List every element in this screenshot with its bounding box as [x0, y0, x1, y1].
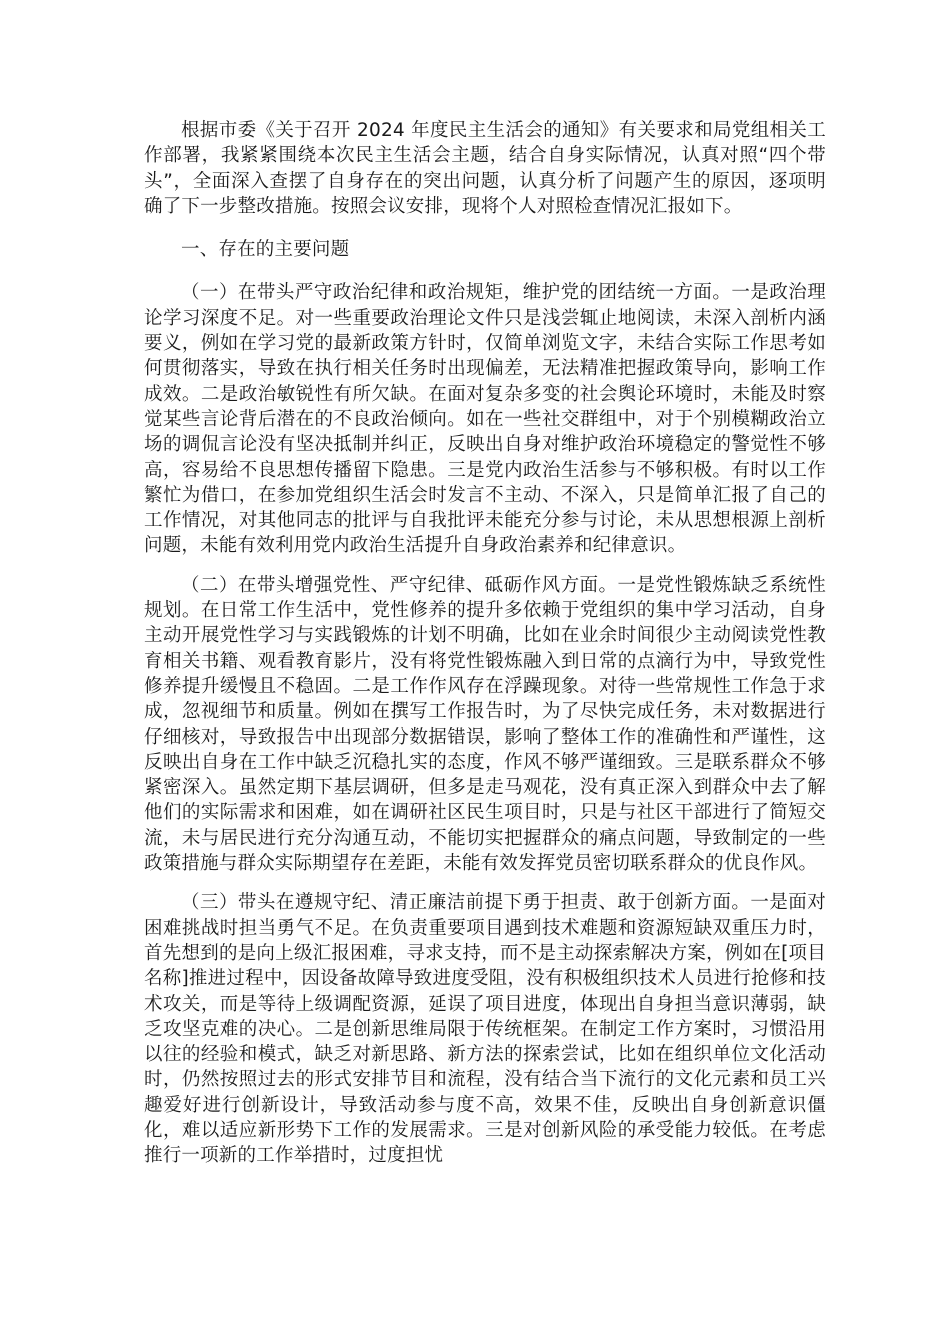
intro-paragraph: 根据市委《关于召开 2024 年度民主生活会的通知》有关要求和局党组相关工作部署，我紧紧围绕本次民主生活会主题，结合自身实际情况，认真对照“四个带头”，全面深入查摆了自身存在的突出问题，认真分析了问题产生的原因，逐项明确了下一步整改措施。按照会议安排，现将个人对照检查情况汇报如下。	[144, 120, 826, 217]
section-heading: 一、存在的主要问题	[181, 239, 350, 261]
section-paragraph-3: （三）带头在遵规守纪、清正廉洁前提下勇于担责、敢于创新方面。一是面对困难挑战时担当勇气不足。在负责重要项目遇到技术难题和资源短缺双重压力时，首先想到的是向上级汇报困难，寻求支持，而不是主动探索解决方案，例如在[项目名称]推进过程中，因设备故障导致进度受阻，没有积极组织技术人员进行抢修和技术攻关，而是等待上级调配资源，延误了项目进度，体现出自身担当意识薄弱，缺乏攻坚克难的决心。二是创新思维局限于传统框架。在制定工作方案时，习惯沿用以往的经验和模式，缺乏对新思路、新方法的探索尝试，比如在组织单位文化活动时，仍然按照过去的形式安排节目和流程，没有结合当下流行的文化元素和员工兴趣爱好进行创新设计，导致活动参与度不高，效果不佳，反映出自身创新意识僵化，难以适应新形势下工作的发展需求。三是对创新风险的承受能力较低。在考虑推行一项新的工作举措时，过度担忧	[144, 892, 826, 1167]
section-paragraph-1: （一）在带头严守政治纪律和政治规矩，维护党的团结统一方面。一是政治理论学习深度不足。对一些重要政治理论文件只是浅尝辄止地阅读，未深入剖析内涵要义，例如在学习党的最新政策方针时，仅简单浏览文字，未结合实际工作思考如何贯彻落实，导致在执行相关任务时出现偏差，无法精准把握政策导向，影响工作成效。二是政治敏锐性有所欠缺。在面对复杂多变的社会舆论环境时，未能及时察觉某些言论背后潜在的不良政治倾向。如在一些社交群组中，对于个别模糊政治立场的调侃言论没有坚决抵制并纠正，反映出自身对维护政治环境稳定的警觉性不够高，容易给不良思想传播留下隐患。三是党内政治生活参与不够积极。有时以工作繁忙为借口，在参加党组织生活会时发言不主动、不深入，只是简单汇报了自己的工作情况，对其他同志的批评与自我批评未能充分参与讨论，未从思想根源上剖析问题，未能有效利用党内政治生活提升自身政治素养和纪律意识。	[144, 282, 826, 557]
document-body	[144, 118, 826, 1183]
section-paragraph-2: （二）在带头增强党性、严守纪律、砥砺作风方面。一是党性锻炼缺乏系统性规划。在日常工作生活中，党性修养的提升多依赖于党组织的集中学习活动，自身主动开展党性学习与实践锻炼的计划不明确，比如在业余时间很少主动阅读党性教育相关书籍、观看教育影片，没有将党性锻炼融入到日常的点滴行为中，导致党性修养提升缓慢且不稳固。二是工作作风存在浮躁现象。对待一些常规性工作急于求成，忽视细节和质量。例如在撰写工作报告时，为了尽快完成任务，未对数据进行仔细核对，导致报告中出现部分数据错误，影响了整体工作的准确性和严谨性，这反映出自身在工作中缺乏沉稳扎实的态度，作风不够严谨细致。三是联系群众不够紧密深入。虽然定期下基层调研，但多是走马观花，没有真正深入到群众中去了解他们的实际需求和困难，如在调研社区民生项目时，只是与社区干部进行了简短交流，未与居民进行充分沟通互动，不能切实把握群众的痛点问题，导致制定的一些政策措施与群众实际期望存在差距，未能有效发挥党员密切联系群众的优良作风。	[144, 574, 826, 875]
